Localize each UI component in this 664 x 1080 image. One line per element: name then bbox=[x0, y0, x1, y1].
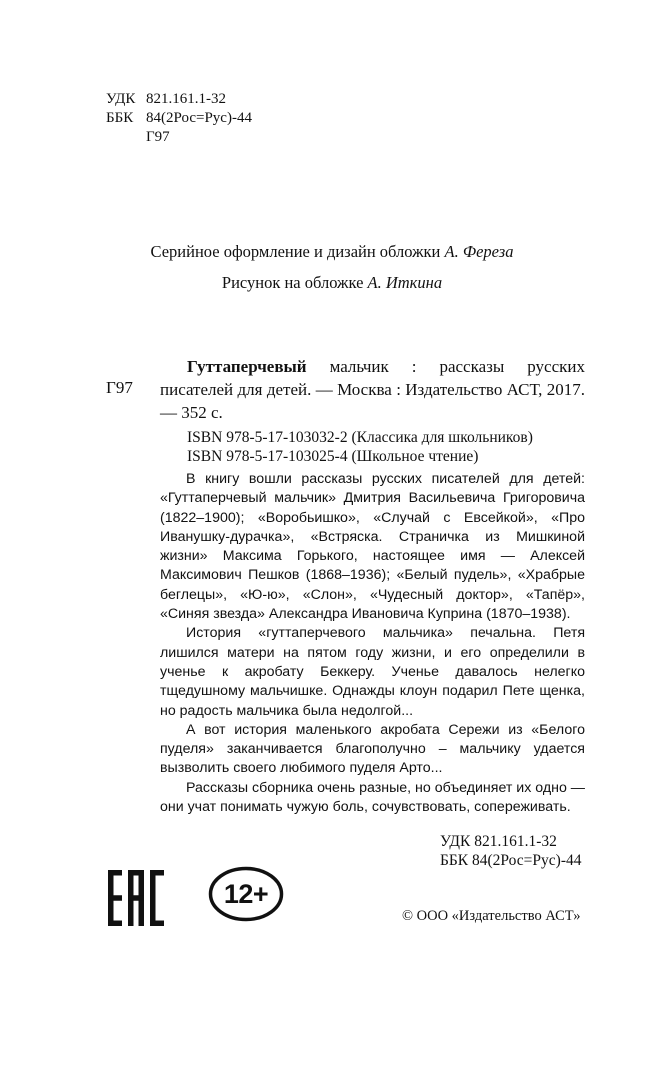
isbn-2: ISBN 978-5-17-103025-4 (Школьное чтение) bbox=[187, 448, 479, 465]
eac-mark-icon bbox=[108, 870, 164, 926]
author-mark: Г97 bbox=[146, 129, 170, 145]
catalog-author-mark: Г97 bbox=[106, 378, 133, 397]
annotation-paragraph-2: История «гуттаперчевого мальчика» печальна. Петя лишился матери на пятом году жизни, и его определили в ученье к акробату Беккеру. Ученье давалось нелегко тщедушному мальчишке. Однажды клоун подарил Пете щенка, но радость мальчика была недолгой... bbox=[160, 625, 585, 719]
footer-udk: УДК 821.161.1-32 bbox=[440, 833, 557, 850]
cover-credit-name: А. Иткина bbox=[367, 273, 443, 292]
bbk-value: 84(2Рос=Рус)-44 bbox=[146, 110, 252, 126]
cover-credit-text: Рисунок на обложке bbox=[221, 273, 364, 292]
footer-codes bbox=[440, 832, 582, 870]
udk-value: 821.161.1-32 bbox=[146, 91, 226, 107]
age-rating-label: 12+ bbox=[223, 878, 269, 909]
copyright: © ООО «Издательство АСТ» bbox=[402, 908, 581, 924]
bbk-row bbox=[106, 109, 252, 128]
annotation-paragraph-1: В книгу вошли рассказы русских писателей для детей: «Гуттаперчевый мальчик» Дмитрия Васильевича Григоровича (1822–1900); «Воробьишко», «Случай с Евсейкой», «Про Иванушку-дурачка», «Встряска. Страничка из Мишкиной жизни» Максима Горького, настоящее имя — Алексей Максимович Пешков (1868–1936); «Белый пудель», «Храбрые беглецы», «Ю-ю», «Слон», «Чудесный доктор», «Тапёр», «Синяя звезда» Александра Ивановича Куприна (1870–1938). bbox=[160, 471, 585, 623]
udk-row bbox=[106, 90, 252, 109]
bbk-label: ББК bbox=[106, 110, 134, 126]
annotation bbox=[160, 470, 585, 817]
classification-codes bbox=[106, 90, 252, 147]
design-credit-name: А. Фереза bbox=[444, 242, 514, 261]
cover-credit bbox=[0, 273, 664, 293]
title-bold: Гуттаперчевый bbox=[187, 357, 307, 376]
annotation-paragraph-3: А вот история маленького акробата Сережи из «Белого пуделя» заканчивается благополучно – мальчику удается вызволить своего любимого пуделя Арто... bbox=[160, 721, 585, 777]
design-credit bbox=[0, 242, 664, 262]
isbn-block bbox=[187, 428, 533, 466]
catalog-title bbox=[160, 355, 585, 424]
design-credit-text: Серийное оформление и дизайн обложки bbox=[150, 242, 441, 261]
udk-label: УДК bbox=[106, 91, 136, 107]
isbn-1: ISBN 978-5-17-103032-2 (Классика для школьников) bbox=[187, 429, 533, 446]
footer-bbk: ББК 84(2Рос=Рус)-44 bbox=[440, 852, 582, 869]
title-rest: мальчик : рассказы русских писателей для детей. — Москва : Издательство АСТ, 2017. — 352 с. bbox=[160, 357, 585, 422]
annotation-paragraph-4: Рассказы сборника очень разные, но объединяет их одно — они учат понимать чужую боль, сочувствовать, сопереживать. bbox=[160, 779, 585, 816]
